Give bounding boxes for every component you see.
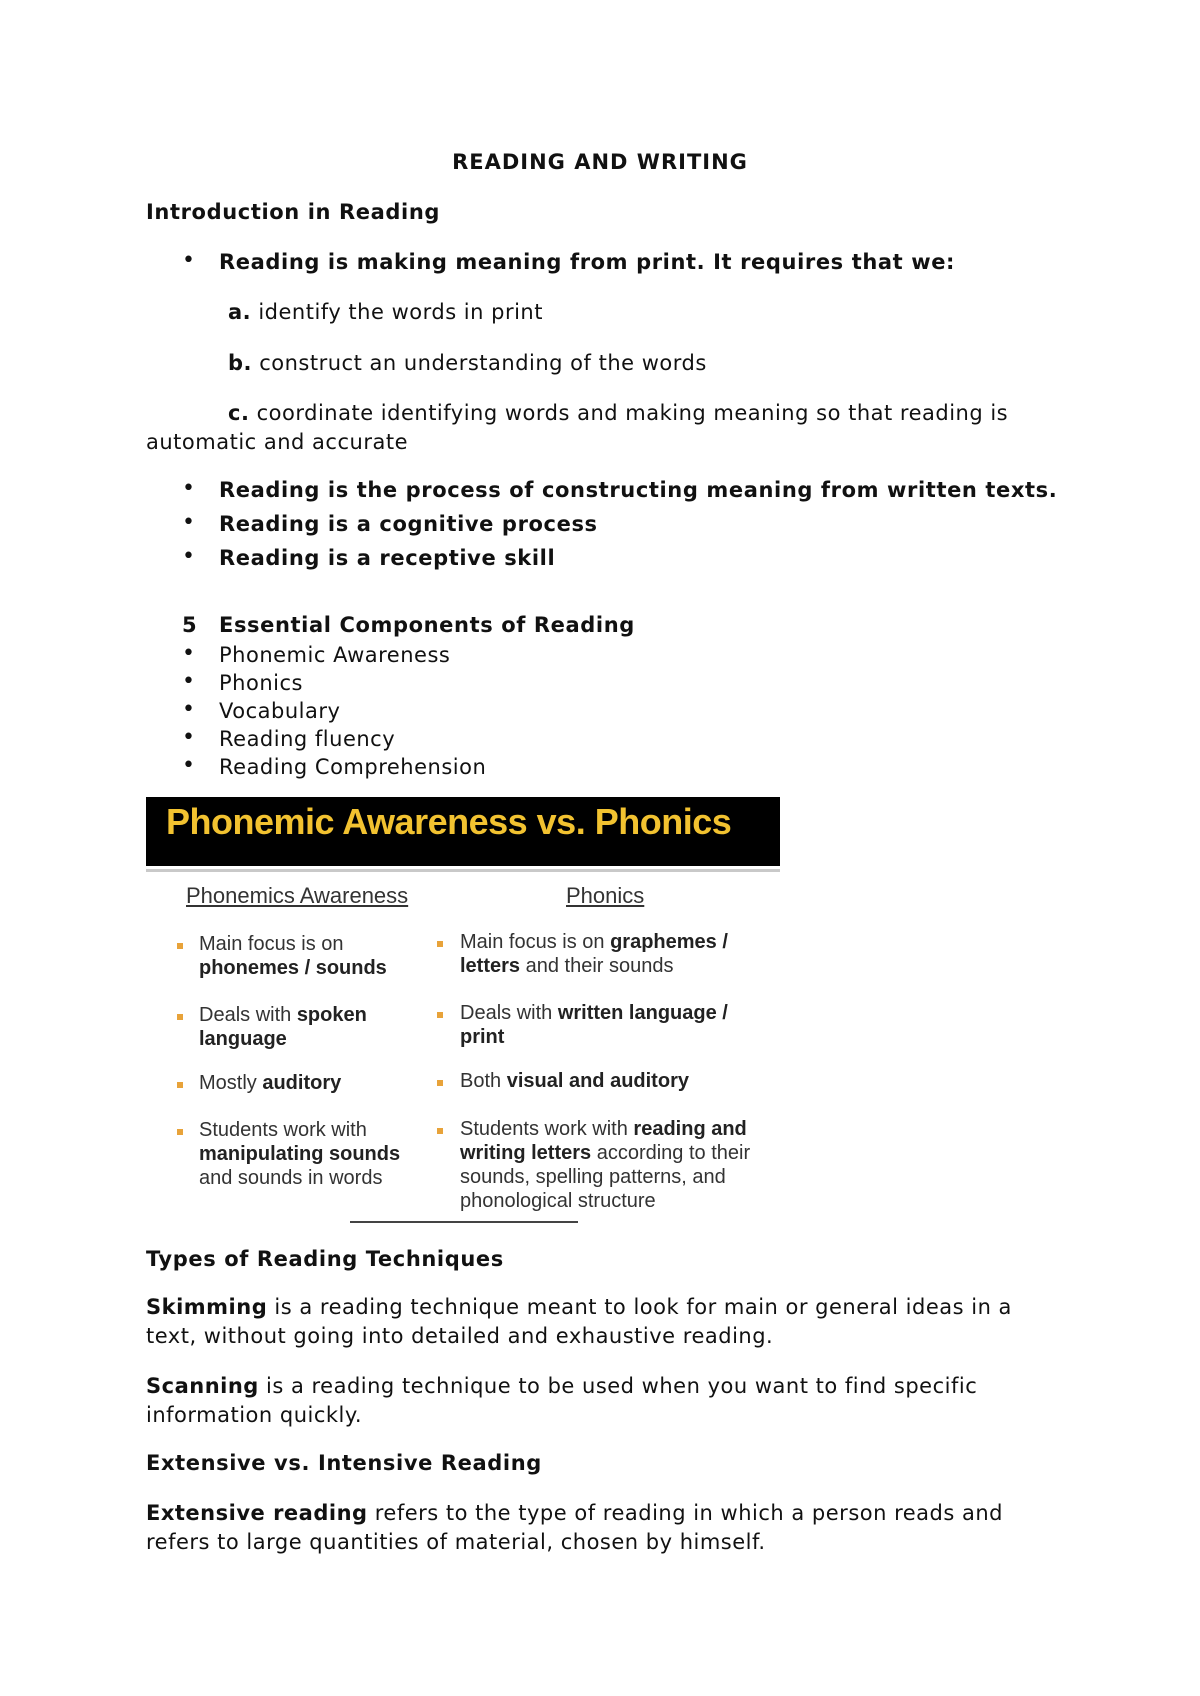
item-text: and sounds in words: [199, 1167, 383, 1189]
component-item: Reading fluency: [219, 727, 396, 751]
square-bullet-icon: [437, 1128, 443, 1134]
skimming-term: Skimming: [146, 1295, 268, 1319]
item-bold: manipulating sounds: [199, 1143, 401, 1165]
intro-item-c-continued: automatic and accurate: [146, 430, 408, 454]
bullet-icon: •: [182, 669, 195, 694]
intro-item-c: [228, 401, 1008, 425]
item-text: Deals with: [199, 1004, 297, 1026]
intro-heading: Introduction in Reading: [146, 200, 440, 224]
intro-bullet-4: Reading is a receptive skill: [219, 546, 556, 570]
bullet-icon: •: [182, 510, 195, 535]
components-heading: Essential Components of Reading: [219, 613, 635, 637]
skimming-text: is a reading technique meant to look for main or general ideas in a text, without going into detailed and exhaustive reading.: [146, 1295, 1012, 1348]
component-item: Phonemic Awareness: [219, 643, 451, 667]
extensive-heading: Extensive vs. Intensive Reading: [146, 1451, 542, 1475]
item-bold: graphemes / letters: [460, 931, 728, 977]
item-bold: auditory: [262, 1072, 342, 1094]
slide-right-item: [460, 930, 750, 978]
item-text: Both: [460, 1070, 507, 1092]
phonemic-vs-phonics-slide: [146, 797, 780, 1227]
slide-right-item: [460, 1001, 750, 1049]
item-bold: written language / print: [460, 1002, 728, 1048]
item-text: and their sounds: [520, 955, 674, 977]
bullet-icon: •: [182, 753, 195, 778]
extensive-term: Extensive reading: [146, 1501, 368, 1525]
item-text: Students work with: [199, 1119, 367, 1141]
slide-title: Phonemic Awareness vs. Phonics: [166, 801, 732, 842]
slide-left-item: [199, 1003, 399, 1051]
item-bold: phonemes / sounds: [199, 957, 387, 979]
component-item: Vocabulary: [219, 699, 341, 723]
slide-title-bar: [146, 797, 780, 866]
item-text: Mostly: [199, 1072, 263, 1094]
square-bullet-icon: [177, 1014, 183, 1020]
slide-underline: [350, 1221, 578, 1223]
component-item: Phonics: [219, 671, 303, 695]
intro-bullet-2: Reading is the process of constructing meaning from written texts.: [219, 478, 1058, 502]
square-bullet-icon: [177, 1082, 183, 1088]
slide-left-item: [199, 1071, 419, 1095]
bullet-icon: •: [182, 476, 195, 501]
skimming-paragraph: [146, 1293, 1046, 1351]
document-title: READING AND WRITING: [452, 150, 748, 174]
item-text: Deals with: [460, 1002, 558, 1024]
item-bold: spoken language: [199, 1004, 367, 1050]
intro-bullet-1: Reading is making meaning from print. It requires that we:: [219, 250, 956, 274]
scanning-term: Scanning: [146, 1374, 259, 1398]
item-letter: a.: [228, 300, 252, 324]
component-item: Reading Comprehension: [219, 755, 487, 779]
bullet-icon: •: [182, 725, 195, 750]
item-letter: c.: [228, 401, 250, 425]
extensive-text: refers to the type of reading in which a person reads and refers to large quantities of material, chosen by himself.: [146, 1501, 1004, 1554]
item-text: Main focus is on: [460, 931, 611, 953]
slide-left-item: [199, 1118, 414, 1190]
scanning-text: is a reading technique to be used when you want to find specific information quickly.: [146, 1374, 978, 1427]
item-text: according to their sounds, spelling patterns, and phonological structure: [460, 1142, 751, 1212]
bullet-icon: •: [182, 544, 195, 569]
square-bullet-icon: [437, 1080, 443, 1086]
slide-divider: [146, 869, 780, 872]
square-bullet-icon: [177, 943, 183, 949]
slide-left-heading: Phonemics Awareness: [186, 883, 409, 908]
item-text: identify the words in print: [258, 300, 543, 324]
slide-right-item: [460, 1069, 760, 1093]
extensive-paragraph: [146, 1499, 1046, 1557]
item-letter: b.: [228, 351, 253, 375]
slide-right-heading: Phonics: [566, 883, 645, 908]
slide-left-item: [199, 932, 399, 980]
square-bullet-icon: [437, 1012, 443, 1018]
square-bullet-icon: [437, 941, 443, 947]
item-bold: reading and writing letters: [460, 1118, 747, 1164]
bullet-icon: •: [182, 641, 195, 666]
item-text: coordinate identifying words and making meaning so that reading is: [256, 401, 1009, 425]
components-number: 5: [182, 613, 198, 637]
bullet-icon: •: [182, 697, 195, 722]
bullet-icon: •: [182, 248, 195, 273]
item-text: Main focus is on: [199, 933, 344, 955]
item-text: construct an understanding of the words: [259, 351, 707, 375]
intro-item-a: [228, 300, 543, 324]
square-bullet-icon: [177, 1129, 183, 1135]
item-text: Students work with: [460, 1118, 634, 1140]
slide-right-item: [460, 1117, 765, 1213]
scanning-paragraph: [146, 1372, 1046, 1430]
intro-item-b: [228, 351, 707, 375]
item-bold: visual and auditory: [506, 1070, 689, 1092]
intro-bullet-3: Reading is a cognitive process: [219, 512, 598, 536]
techniques-heading: Types of Reading Techniques: [146, 1247, 504, 1271]
